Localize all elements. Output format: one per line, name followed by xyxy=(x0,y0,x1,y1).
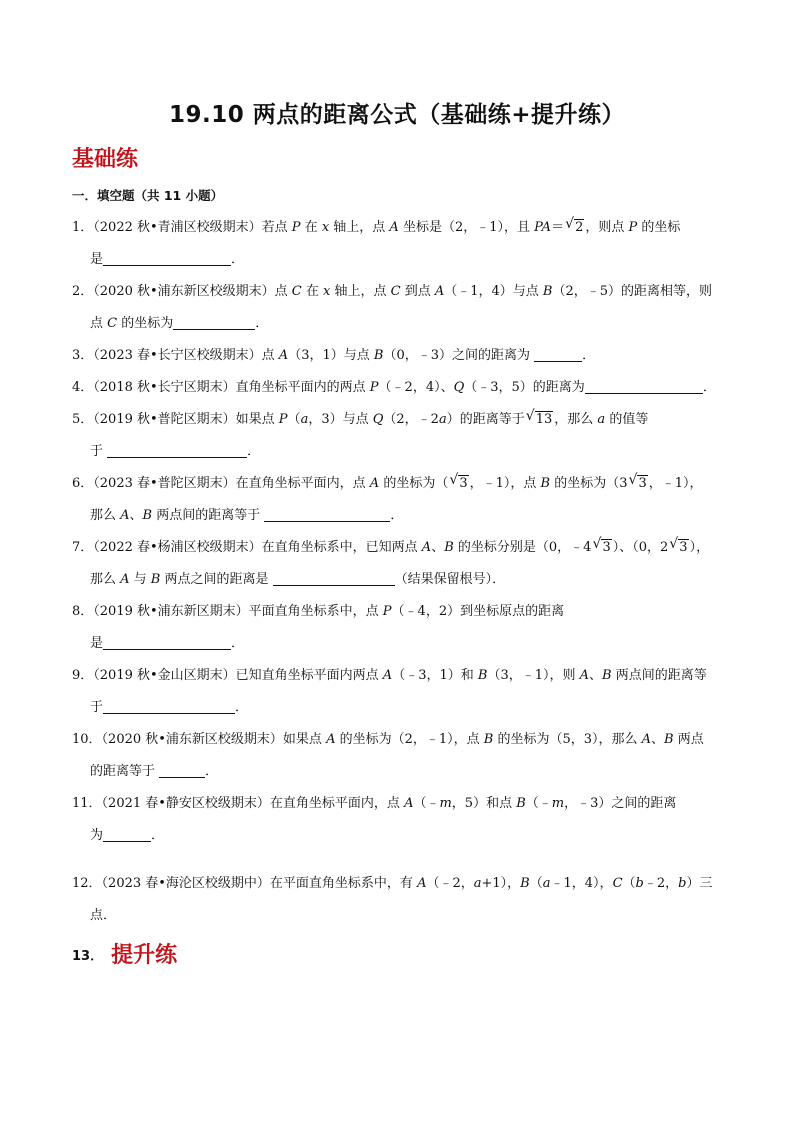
section-advanced-number: 13． xyxy=(72,949,104,964)
sqrt-3: √ 3 xyxy=(592,536,611,555)
answer-blank[interactable] xyxy=(103,251,231,266)
question-11: 11．（2021 春•静安区校级期末）在直角坐标平面内，点 A（﹣m，5）和点 B（﹣m，﹣3）之间的距离 为 ． xyxy=(72,796,677,843)
question-12: 12．（2023 春•海沦区校级期中）在平面直角坐标系中，有 A（﹣2，a+1），B（a﹣1，4），C（b﹣2，b）三 点． xyxy=(72,876,713,923)
question-1: 1．（2022 秋•青浦区校级期末）若点 P 在 x 轴上，点 A 坐标是（2，﹣1），且 PA＝ √ 2 ，则点 P 的坐标 是 ． xyxy=(72,212,722,276)
question-6: 6．（2023 春•普陀区期末）在直角坐标平面内，点 A 的坐标为（ √ 3 ，﹣1），点 B 的坐标为（3 √ 3 ，﹣1）， 那么 A、B 两点间的距离等于 ． xyxy=(72,468,722,532)
question-8: 8．（2019 秋•浦东新区期末）平面直角坐标系中，点 P（﹣4，2）到坐标原点的距离 是 ． xyxy=(72,604,565,651)
answer-blank[interactable] xyxy=(103,635,231,650)
section-advanced xyxy=(72,938,177,969)
sqrt-3: √ 3 xyxy=(669,536,688,555)
part-heading: 一．填空题（共 11 小题） xyxy=(72,188,224,203)
answer-blank[interactable] xyxy=(173,315,255,330)
answer-blank[interactable] xyxy=(103,699,235,714)
answer-blank[interactable] xyxy=(273,571,395,586)
answer-blank[interactable] xyxy=(159,763,205,778)
sqrt-13: √ 13 xyxy=(525,408,553,427)
page-title: 19.10 两点的距离公式（基础练+提升练） xyxy=(168,102,626,128)
question-3: 3．（2023 春•长宁区校级期末）点 A（3，1）与点 B（0，﹣3）之间的距离为 ． xyxy=(72,348,596,363)
answer-blank[interactable] xyxy=(585,379,703,394)
sqrt-3: √ 3 xyxy=(449,472,468,491)
answer-blank[interactable] xyxy=(534,347,582,362)
question-10: 10．（2020 秋•浦东新区校级期末）如果点 A 的坐标为（2，﹣1），点 B 的坐标为（5，3），那么 A、B 两点 的距离等于 ． xyxy=(72,732,704,779)
answer-blank[interactable] xyxy=(103,827,151,842)
question-4: 4．（2018 秋•长宁区期末）直角坐标平面内的两点 P（﹣2，4）、Q（﹣3，5）的距离为 ． xyxy=(72,380,716,395)
section-advanced-heading: 提升练 xyxy=(111,943,178,968)
question-5: 5．（2019 秋•普陀区期末）如果点 P（a，3）与点 Q（2，﹣2a）的距离等于 √ 13 ，那么 a 的值等 于 ． xyxy=(72,404,722,468)
question-2: 2．（2020 秋•浦东新区校级期末）点 C 在 x 轴上，点 C 到点 A（﹣1，4）与点 B（2，﹣5）的距离相等，则 点 C 的坐标为 ． xyxy=(72,284,713,331)
sqrt-3: √ 3 xyxy=(628,472,647,491)
answer-blank[interactable] xyxy=(107,443,247,458)
question-9: 9．（2019 秋•金山区期末）已知直角坐标平面内两点 A（﹣3，1）和 B（3，﹣1），则 A、B 两点间的距离等 于 ． xyxy=(72,668,707,715)
question-7: 7．（2022 春•杨浦区校级期末）在直角坐标系中，已知两点 A、B 的坐标分别是（0，﹣4 √ 3 ）、（0，2 √ 3 ）， 那么 A 与 B 两点之间的距离是 （结果保留根号）． xyxy=(72,532,722,596)
sqrt-2: √ 2 xyxy=(565,216,584,235)
section-basic-heading: 基础练 xyxy=(72,147,139,172)
answer-blank[interactable] xyxy=(264,507,390,522)
